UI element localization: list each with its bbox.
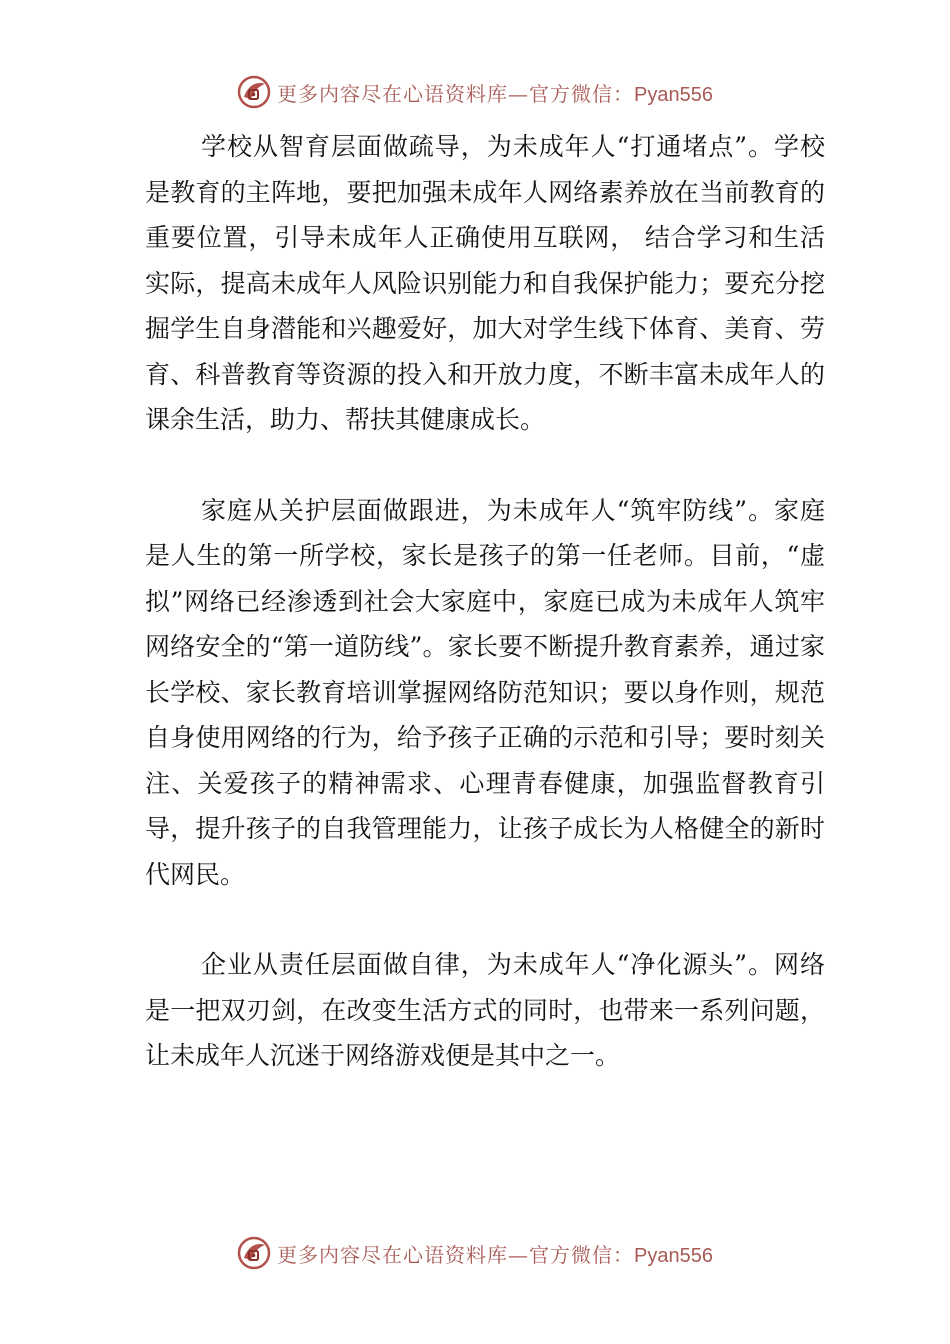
- paragraph-family: 家庭从关护层面做跟进，为未成年人“筑牢防线”。家庭是人生的第一所学校，家长是孩子的第一任老师。目前，“虚拟”网络已经渗透到社会大家庭中，家庭已成为未成年人筑牢网络安全的“第一道防线”。家长要不断提升教育素养，通过家长学校、家长教育培训掌握网络防范知识；要以身作则，规范自身使用网络的行为，给予孩子正确的示范和引导；要时刻关注、关爱孩子的精神需求、心理青春健康，加强监督教育引导，提升孩子的自我管理能力，让孩子成长为人格健全的新时代网民。: [145, 495, 825, 889]
- article-body: [145, 124, 825, 1124]
- paragraph-enterprise: 企业从责任层面做自律，为未成年人“净化源头”。网络是一把双刃剑，在改变生活方式的同时，也带来一系列问题，让未成年人沉迷于网络游戏便是其中之一。: [145, 950, 825, 1070]
- seal-logo-icon: [237, 75, 271, 109]
- header-banner[interactable]: [0, 72, 950, 112]
- footer-banner[interactable]: [0, 1233, 950, 1273]
- footer-banner-text: 更多内容尽在心语资料库—官方微信：Pyan556: [277, 1242, 713, 1267]
- seal-logo-icon: [237, 1236, 271, 1270]
- paragraph-school: 学校从智育层面做疏导，为未成年人“打通堵点”。学校是教育的主阵地，要把加强未成年人网络素养放在当前教育的重要位置，引导未成年人正确使用互联网， 结合学习和生活实际，提高未成年人风险识别能力和自我保护能力；要充分挖掘学生自身潜能和兴趣爱好，加大对学生线下体育、美育、劳育、科普教育等资源的投入和开放力度，不断丰富未成年人的课余生活，助力、帮扶其健康成长。: [145, 132, 825, 434]
- header-banner-text: 更多内容尽在心语资料库—官方微信：Pyan556: [277, 81, 713, 106]
